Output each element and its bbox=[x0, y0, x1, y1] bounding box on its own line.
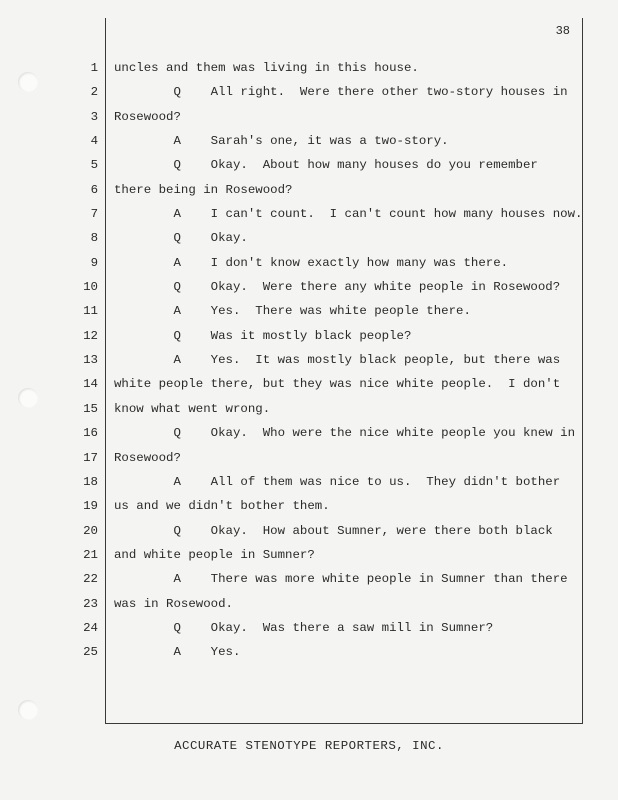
transcript-line bbox=[74, 399, 594, 423]
transcript-line bbox=[74, 545, 594, 569]
line-text: Q Okay. How about Sumner, were there both black bbox=[114, 523, 553, 538]
line-number: 13 bbox=[83, 353, 98, 368]
transcript-line bbox=[74, 496, 594, 520]
transcript-line bbox=[74, 594, 594, 618]
line-text: Q All right. Were there other two-story houses in bbox=[114, 85, 568, 100]
line-text: A Yes. bbox=[114, 645, 241, 660]
binder-hole-middle bbox=[18, 388, 38, 408]
line-number: 7 bbox=[90, 207, 98, 222]
line-number: 16 bbox=[83, 426, 98, 441]
transcript-line bbox=[74, 521, 594, 545]
line-number: 17 bbox=[83, 450, 98, 465]
line-text: Rosewood? bbox=[114, 450, 181, 465]
line-text: Q Okay. Who were the nice white people you knew in bbox=[114, 426, 576, 441]
line-text: Rosewood? bbox=[114, 109, 181, 124]
line-text: A All of them was nice to us. They didn't bother bbox=[114, 474, 561, 489]
line-number: 12 bbox=[83, 328, 98, 343]
page-number: 38 bbox=[555, 24, 570, 38]
transcript-line bbox=[74, 569, 594, 593]
line-number: 5 bbox=[90, 158, 98, 173]
line-text: uncles and them was living in this house. bbox=[114, 61, 419, 75]
transcript-line bbox=[74, 253, 594, 277]
transcript-line bbox=[74, 82, 594, 106]
line-text: and white people in Sumner? bbox=[114, 547, 315, 562]
line-number: 3 bbox=[90, 109, 98, 124]
line-number: 22 bbox=[83, 572, 98, 587]
transcript-line bbox=[74, 472, 594, 496]
line-number: 18 bbox=[83, 474, 98, 489]
transcript-line bbox=[74, 642, 594, 666]
line-number: 25 bbox=[83, 645, 98, 660]
transcript-line bbox=[74, 58, 594, 82]
transcript-line bbox=[74, 155, 594, 179]
line-number: 14 bbox=[83, 377, 98, 392]
transcript-line bbox=[74, 350, 594, 374]
line-number: 1 bbox=[90, 61, 98, 75]
line-text: A Yes. There was white people there. bbox=[114, 304, 471, 319]
line-number: 20 bbox=[83, 523, 98, 538]
line-text: Q Okay. bbox=[114, 231, 248, 246]
line-text: A I don't know exactly how many was there. bbox=[114, 255, 509, 270]
transcript-line bbox=[74, 374, 594, 398]
transcript-line bbox=[74, 131, 594, 155]
transcript-line bbox=[74, 301, 594, 325]
line-number: 11 bbox=[83, 304, 98, 319]
line-number: 24 bbox=[83, 620, 98, 635]
reporter-footer: ACCURATE STENOTYPE REPORTERS, INC. bbox=[174, 739, 444, 753]
line-number: 6 bbox=[90, 182, 98, 197]
binder-hole-bottom bbox=[18, 700, 38, 720]
line-number: 8 bbox=[90, 231, 98, 246]
transcript-line bbox=[74, 618, 594, 642]
line-number: 4 bbox=[90, 134, 98, 149]
transcript-line bbox=[74, 277, 594, 301]
line-text: know what went wrong. bbox=[114, 401, 271, 416]
transcript-lines bbox=[74, 58, 594, 667]
line-text: Q Okay. About how many houses do you remember bbox=[114, 158, 538, 173]
line-text: A There was more white people in Sumner than there bbox=[114, 572, 568, 587]
binder-hole-top bbox=[18, 72, 38, 92]
line-number: 2 bbox=[90, 85, 98, 100]
line-number: 21 bbox=[83, 547, 98, 562]
line-text: Q Was it mostly black people? bbox=[114, 328, 412, 343]
line-number: 10 bbox=[83, 280, 98, 295]
line-number: 19 bbox=[83, 499, 98, 514]
line-text: A I can't count. I can't count how many houses now. bbox=[114, 207, 583, 222]
transcript-line bbox=[74, 423, 594, 447]
line-text: A Sarah's one, it was a two-story. bbox=[114, 134, 449, 149]
transcript-line bbox=[74, 448, 594, 472]
line-text: white people there, but they was nice white people. I don't bbox=[114, 377, 561, 392]
line-number: 23 bbox=[83, 596, 98, 611]
transcript-line bbox=[74, 228, 594, 252]
line-text: was in Rosewood. bbox=[114, 596, 233, 611]
transcript-line bbox=[74, 204, 594, 228]
transcript-line bbox=[74, 107, 594, 131]
line-number: 9 bbox=[90, 255, 98, 270]
line-text: Q Okay. Were there any white people in Rosewood? bbox=[114, 280, 561, 295]
line-text: us and we didn't bother them. bbox=[114, 499, 330, 514]
transcript-line bbox=[74, 180, 594, 204]
line-number: 15 bbox=[83, 401, 98, 416]
transcript-line bbox=[74, 326, 594, 350]
line-text: there being in Rosewood? bbox=[114, 182, 293, 197]
line-text: Q Okay. Was there a saw mill in Sumner? bbox=[114, 620, 494, 635]
line-text: A Yes. It was mostly black people, but there was bbox=[114, 353, 561, 368]
